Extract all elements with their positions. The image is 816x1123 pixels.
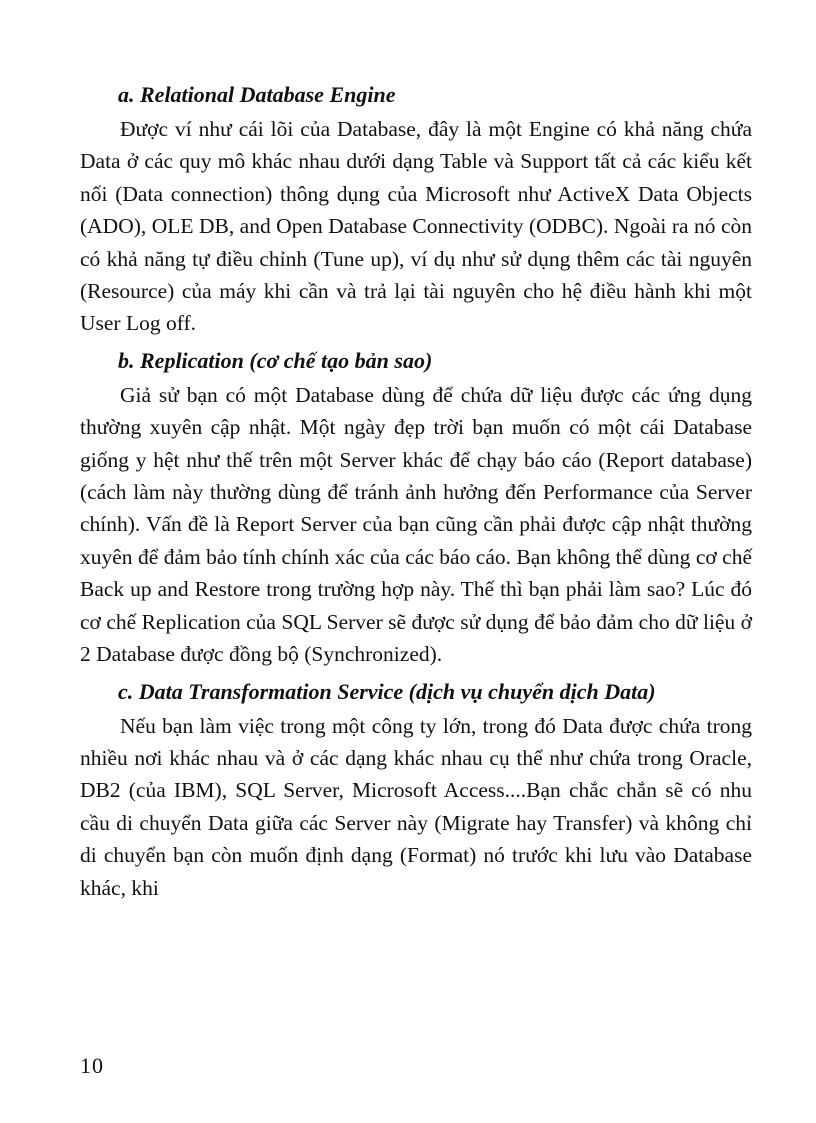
section-paragraph: Được ví như cái lõi của Database, đây là một Engine có khả năng chứa Data ở các quy mô khác nhau dưới dạng Table và Support tất cả các kiểu kết nối (Data connection) thông dụng của Microsoft như ActiveX Data Objects (ADO), OLE DB, and Open Database Connectivity (ODBC). Ngoài ra nó còn có khả năng tự điều chỉnh (Tune up), ví dụ như sử dụng thêm các tài nguyên (Resource) của máy khi cần và trả lại tài nguyên cho hệ điều hành khi một User Log off.: [80, 117, 752, 336]
section-heading: b. Replication (cơ chế tạo bản sao): [118, 347, 433, 373]
section-data-transformation-service: [80, 677, 752, 904]
section-relational-database-engine: [80, 80, 752, 340]
section-paragraph: Giả sử bạn có một Database dùng để chứa dữ liệu được các ứng dụng thường xuyên cập nhật. Một ngày đẹp trời bạn muốn có một cái Database giống y hệt như thế trên một Server khác để chạy báo cáo (Report database) (cách làm này thường dùng để tránh ảnh hưởng đến Performance của Server chính). Vấn đề là Report Server của bạn cũng cần phải được cập nhật thường xuyên để đảm bảo tính chính xác của các báo cáo. Bạn không thể dùng cơ chế Back up and Restore trong trường hợp này. Thế thì bạn phải làm sao? Lúc đó cơ chế Replication của SQL Server sẽ được sử dụng để bảo đảm cho dữ liệu ở 2 Database được đồng bộ (Synchronized).: [80, 382, 752, 667]
section-heading: a. Relational Database Engine: [118, 82, 396, 107]
page-content: [80, 80, 752, 910]
section-replication: [80, 346, 752, 671]
section-paragraph: Nếu bạn làm việc trong một công ty lớn, trong đó Data được chứa trong nhiều nơi khác nhau và ở các dạng khác nhau cụ thể như chứa trong Oracle, DB2 (của IBM), SQL Server, Microsoft Access....Bạn chắc chắn sẽ có nhu cầu di chuyển Data giữa các Server này (Migrate hay Transfer) và không chỉ di chuyển bạn còn muốn định dạng (Format) nó trước khi lưu vào Database khác, khi: [80, 713, 752, 900]
page-number: 10: [80, 1053, 104, 1078]
section-heading: c. Data Transformation Service (dịch vụ chuyển dịch Data): [118, 678, 656, 704]
